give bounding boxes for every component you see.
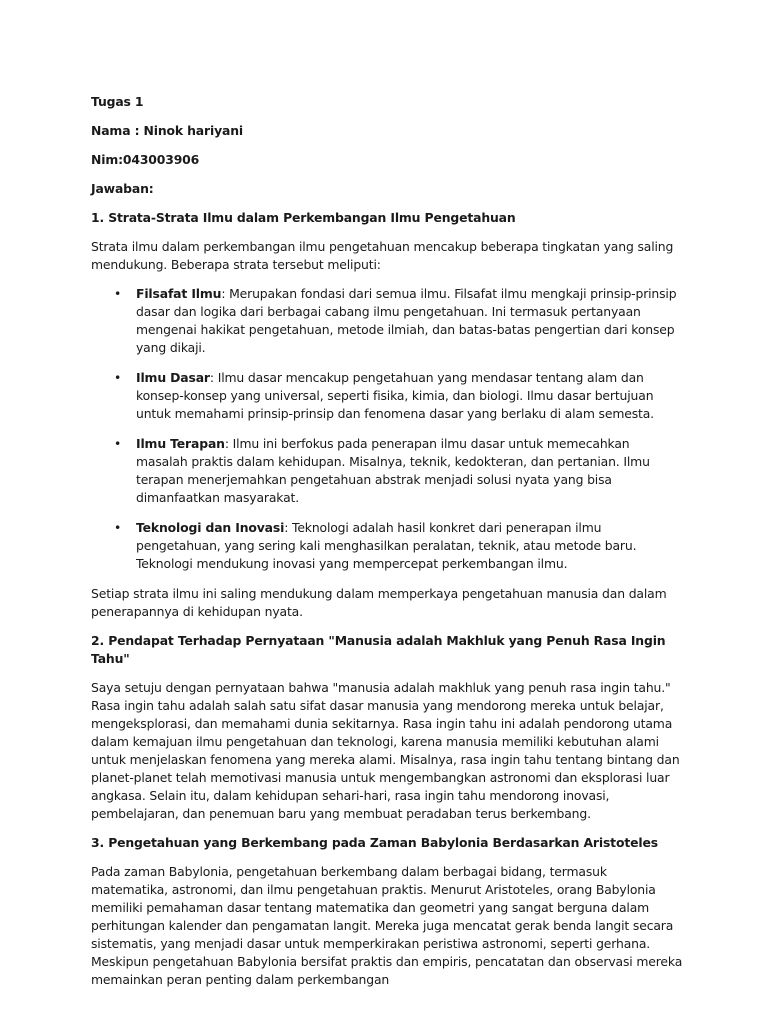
section1-heading: 1. Strata-Strata Ilmu dalam Perkembangan Ilmu Pengetahuan — [91, 210, 516, 225]
list-item — [114, 519, 683, 573]
list-item-text: : Teknologi adalah hasil konkret dari penerapan ilmu pengetahuan, yang sering kali menghasilkan peralatan, teknik, atau metode baru. Teknologi mendukung inovasi yang mempercepat perkembangan ilmu. — [136, 520, 637, 571]
bullet-icon: • — [114, 436, 122, 451]
list-item — [114, 435, 683, 507]
student-name: Nama : Ninok hariyani — [91, 123, 243, 138]
section2-heading: 2. Pendapat Terhadap Pernyataan "Manusia adalah Makhluk yang Penuh Rasa Ingin Tahu" — [91, 633, 666, 666]
list-item-term: Ilmu Terapan — [136, 436, 225, 451]
list-item-text: : Ilmu dasar mencakup pengetahuan yang mendasar tentang alam dan konsep-konsep yang universal, seperti fisika, kimia, dan biologi. Ilmu dasar bertujuan untuk memahami prinsip-prinsip dan fenomena dasar yang berlaku di alam semesta. — [136, 370, 654, 421]
task-title: Tugas 1 — [91, 94, 144, 109]
section3-heading: 3. Pengetahuan yang Berkembang pada Zaman Babylonia Berdasarkan Aristoteles — [91, 835, 658, 850]
student-nim: Nim:043003906 — [91, 152, 200, 167]
strata-list — [91, 285, 683, 573]
bullet-icon: • — [114, 520, 122, 535]
list-item — [114, 369, 683, 423]
bullet-icon: • — [114, 370, 122, 385]
section1-intro: Strata ilmu dalam perkembangan ilmu pengetahuan mencakup beberapa tingkatan yang saling mendukung. Beberapa strata tersebut meliputi: — [91, 239, 674, 272]
list-item-text: : Merupakan fondasi dari semua ilmu. Filsafat ilmu mengkaji prinsip-prinsip dasar dan logika dari berbagai cabang ilmu pengetahuan. Ini termasuk pertanyaan mengenai hakikat pengetahuan, metode ilmiah, dan batas-batas pengertian dari konsep yang dikaji. — [136, 286, 677, 355]
list-item-text: : Ilmu ini berfokus pada penerapan ilmu dasar untuk memecahkan masalah praktis dalam kehidupan. Misalnya, teknik, kedokteran, dan pertanian. Ilmu terapan menerjemahkan pengetahuan abstrak menjadi solusi nyata yang bisa dimanfaatkan masyarakat. — [136, 436, 650, 505]
list-item-term: Ilmu Dasar — [136, 370, 210, 385]
list-item-term: Teknologi dan Inovasi — [136, 520, 285, 535]
list-item-term: Filsafat Ilmu — [136, 286, 222, 301]
section1-closing: Setiap strata ilmu ini saling mendukung dalam memperkaya pengetahuan manusia dan dalam penerapannya di kehidupan nyata. — [91, 586, 667, 619]
document-page — [91, 93, 683, 1000]
answer-label: Jawaban: — [91, 181, 154, 196]
list-item — [114, 285, 683, 357]
section3-body: Pada zaman Babylonia, pengetahuan berkembang dalam berbagai bidang, termasuk matematika, astronomi, dan ilmu pengetahuan praktis. Menurut Aristoteles, orang Babylonia memiliki pemahaman dasar tentang matematika dan geometri yang sangat berguna dalam perhitungan kalender dan pengamatan langit. Mereka juga mencatat gerak benda langit secara sistematis, yang menjadi dasar untuk memperkirakan peristiwa astronomi, seperti gerhana. Meskipun pengetahuan Babylonia bersifat praktis dan empiris, pencatatan dan observasi mereka memainkan peran penting dalam perkembangan — [91, 864, 683, 987]
bullet-icon: • — [114, 286, 122, 301]
section2-body: Saya setuju dengan pernyataan bahwa "manusia adalah makhluk yang penuh rasa ingin tahu." Rasa ingin tahu adalah salah satu sifat dasar manusia yang mendorong mereka untuk belajar, mengeksplorasi, dan memahami dunia sekitarnya. Rasa ingin tahu ini adalah pendorong utama dalam kemajuan ilmu pengetahuan dan teknologi, karena manusia memiliki kebutuhan alami untuk menjelaskan fenomena yang mereka alami. Misalnya, rasa ingin tahu tentang bintang dan planet-planet telah memotivasi manusia untuk mengembangkan astronomi dan eksplorasi luar angkasa. Selain itu, dalam kehidupan sehari-hari, rasa ingin tahu mendorong inovasi, pembelajaran, dan penemuan baru yang membuat peradaban terus berkembang. — [91, 680, 680, 821]
